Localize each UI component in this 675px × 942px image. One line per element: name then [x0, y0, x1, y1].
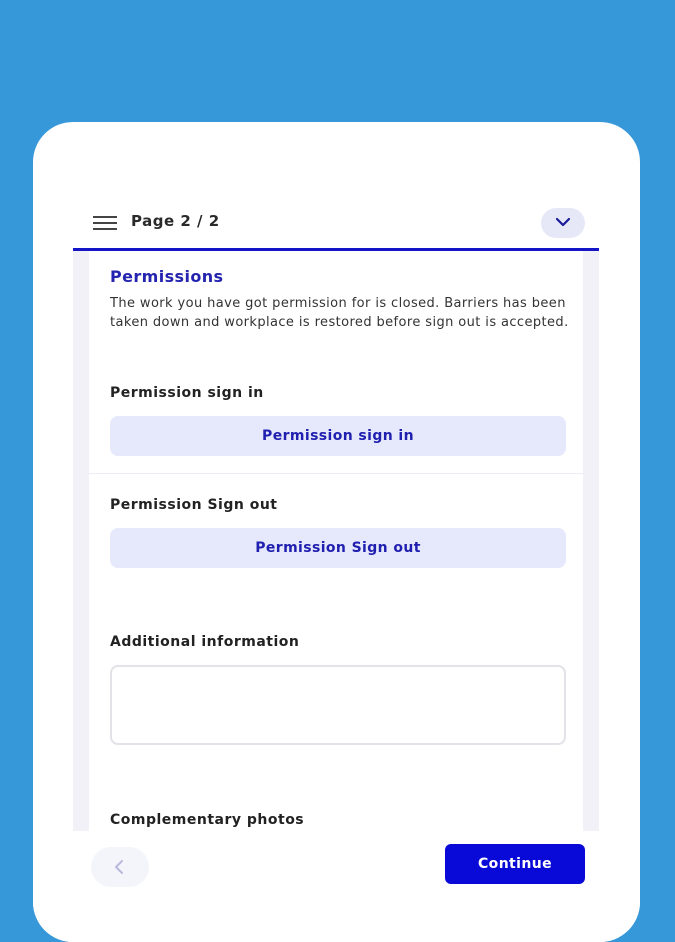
chevron-left-icon: [113, 859, 125, 875]
form-card: [33, 122, 640, 942]
page-indicator: Page 2 / 2: [131, 212, 220, 230]
additional-info-label: Additional information: [110, 634, 300, 650]
sign-in-label: Permission sign in: [110, 385, 264, 401]
menu-icon[interactable]: [93, 216, 117, 230]
form-body: [89, 251, 583, 831]
continue-button[interactable]: Continue: [445, 844, 585, 884]
permission-sign-out-button[interactable]: Permission Sign out: [110, 528, 566, 568]
section-title: Permissions: [110, 267, 224, 286]
photos-label: Complementary photos: [110, 812, 305, 828]
form-content[interactable]: [73, 251, 599, 831]
form-footer: [33, 831, 640, 942]
collapse-button[interactable]: [541, 208, 585, 238]
form-header: [73, 208, 599, 251]
sign-out-label: Permission Sign out: [110, 497, 278, 513]
additional-info-field[interactable]: [110, 665, 566, 745]
section-description: The work you have got permission for is closed. Barriers has been taken down and workplace is restored before sign out is accepted.: [110, 296, 569, 330]
chevron-down-icon: [555, 217, 571, 227]
back-button[interactable]: [91, 847, 149, 887]
divider: [89, 473, 583, 474]
permission-sign-in-button[interactable]: Permission sign in: [110, 416, 566, 456]
